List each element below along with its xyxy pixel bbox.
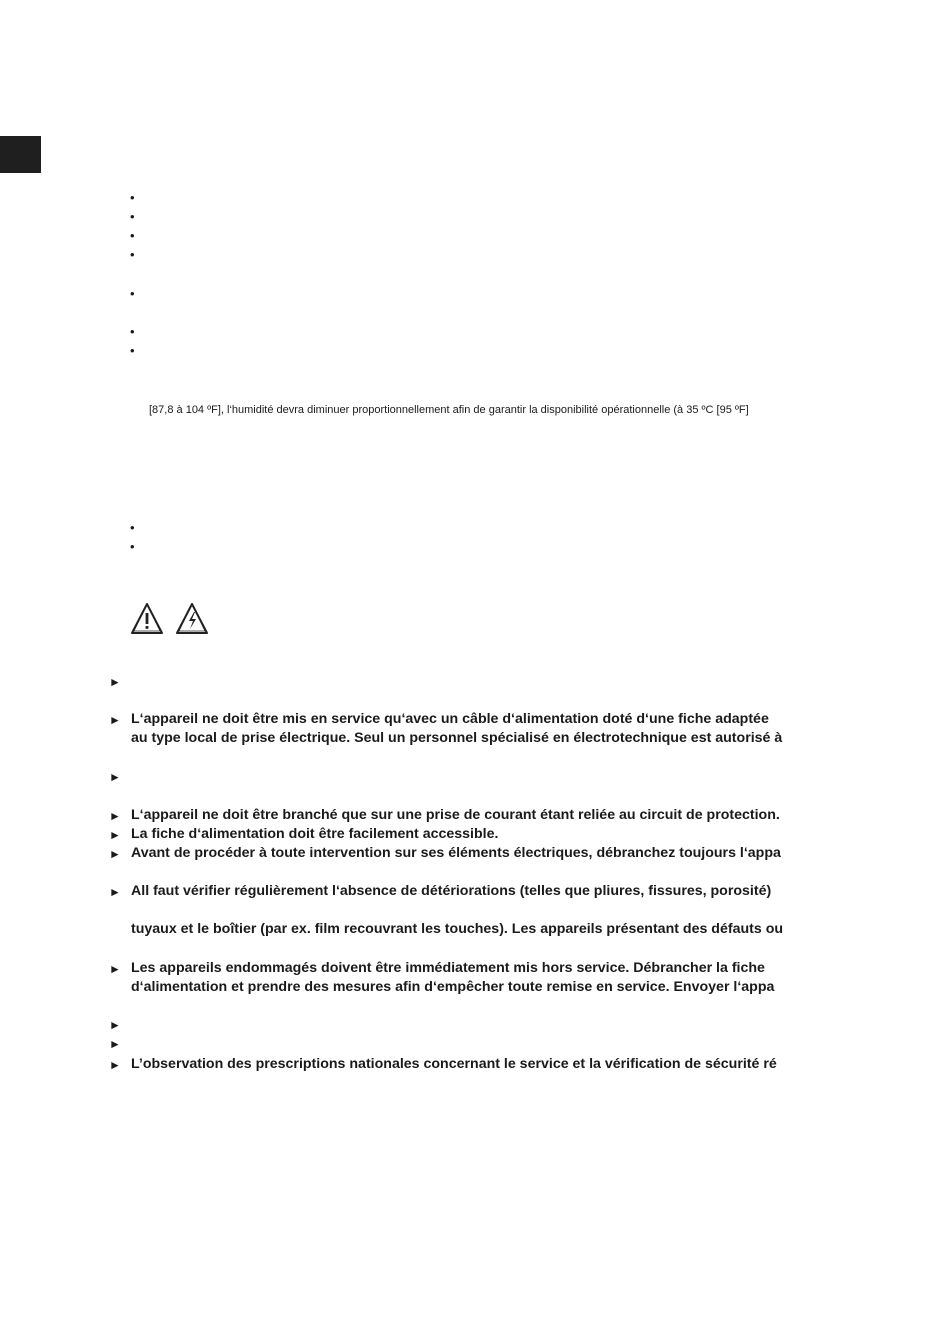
bullet-1: •	[130, 190, 135, 205]
bullet-4: •	[130, 247, 135, 262]
arrow-11: ►	[109, 1058, 121, 1072]
bullet-5: •	[130, 286, 135, 301]
arrow-2: ►	[109, 713, 121, 727]
safety-item-2-line-2: au type local de prise électrique. Seul un personnel spécialisé en électrotechnique est autorisé à	[131, 730, 783, 746]
bullet-6: •	[130, 324, 135, 339]
safety-item-8-line-2: d‘alimentation et prendre des mesures afin d‘empêcher toute remise en service. Envoyer l‘appa	[131, 979, 775, 995]
bullet-9: •	[130, 539, 135, 554]
warning-triangle-icon	[130, 602, 164, 636]
humidity-note: [87,8 à 104 ºF], l‘humidité devra diminuer proportionnellement afin de garantir la disponibilité opérationnelle (à 35 ºC [95 ºF]	[149, 404, 749, 416]
arrow-3: ►	[109, 770, 121, 784]
electric-hazard-icon	[175, 602, 209, 636]
safety-item-5: La fiche d‘alimentation doit être facilement accessible.	[131, 826, 499, 842]
chapter-tab-marker	[0, 136, 41, 173]
safety-item-7-line-3: tuyaux et le boîtier (par ex. film recouvrant les touches). Les appareils présentant des défauts ou	[131, 921, 784, 937]
bullet-2: •	[130, 209, 135, 224]
warning-icons	[130, 602, 212, 638]
safety-item-11: L’observation des prescriptions nationales concernant le service et la vérification de sécurité ré	[131, 1056, 777, 1072]
arrow-10: ►	[109, 1037, 121, 1051]
arrow-7: ►	[109, 885, 121, 899]
bullet-3: •	[130, 228, 135, 243]
arrow-5: ►	[109, 828, 121, 842]
safety-item-7-line-1: All faut vérifier régulièrement l‘absence de détériorations (telles que pliures, fissures, porosité)	[131, 883, 772, 899]
arrow-4: ►	[109, 809, 121, 823]
arrow-9: ►	[109, 1018, 121, 1032]
bullet-7: •	[130, 343, 135, 358]
safety-item-4: L‘appareil ne doit être branché que sur une prise de courant étant reliée au circuit de protection.	[131, 807, 780, 823]
safety-item-2-line-1: L‘appareil ne doit être mis en service qu‘avec un câble d‘alimentation doté d‘une fiche adaptée	[131, 711, 769, 727]
bullet-8: •	[130, 520, 135, 535]
arrow-1: ►	[109, 675, 121, 689]
arrow-6: ►	[109, 847, 121, 861]
arrow-8: ►	[109, 962, 121, 976]
safety-item-6: Avant de procéder à toute intervention sur ses éléments électriques, débranchez toujours l‘appa	[131, 845, 781, 861]
safety-item-8-line-1: Les appareils endommagés doivent être immédiatement mis hors service. Débrancher la fiche	[131, 960, 765, 976]
